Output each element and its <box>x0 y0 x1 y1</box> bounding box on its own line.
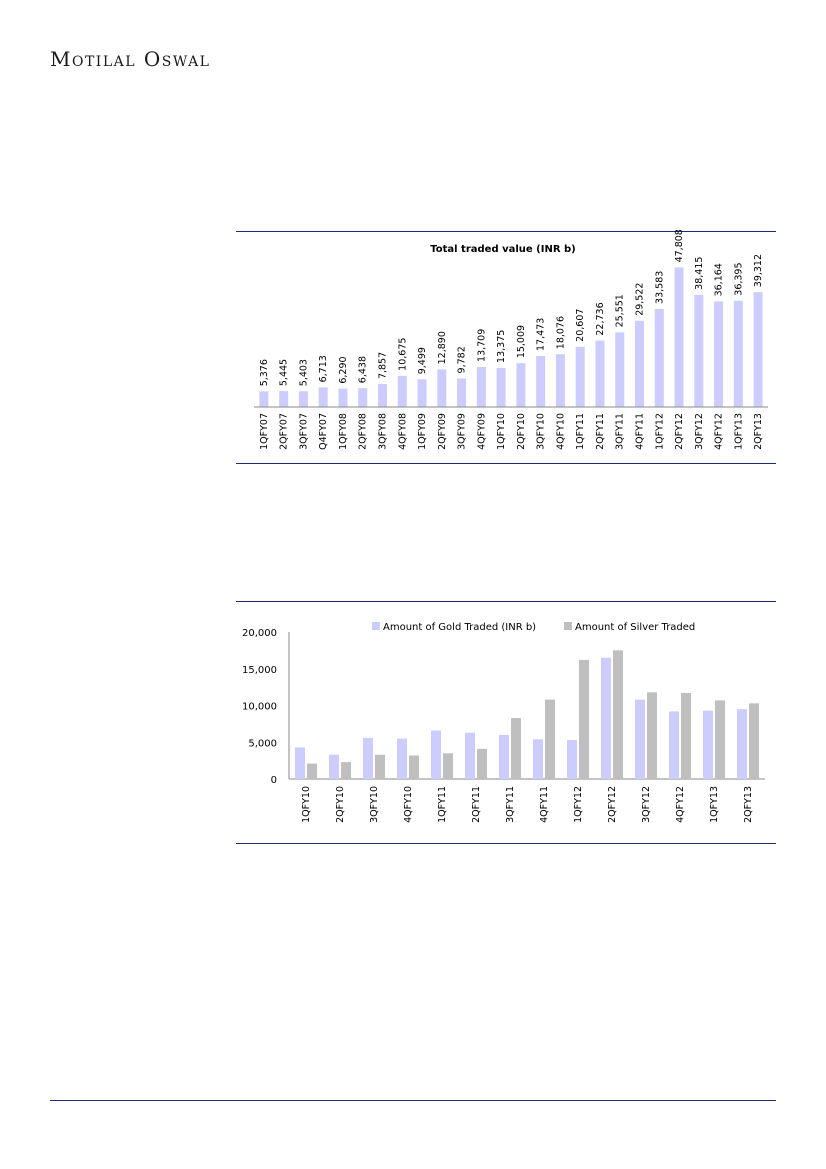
brand-logo: Motilal Oswal <box>50 47 211 71</box>
y-tick-label: 5,000 <box>248 738 277 750</box>
x-tick-label: 2QFY10 <box>335 786 346 823</box>
gold-bar <box>703 711 713 779</box>
data-label: 6,438 <box>357 355 369 384</box>
data-label: 12,890 <box>436 331 448 365</box>
gold-bar <box>295 747 305 779</box>
bar <box>576 347 585 407</box>
data-label: 17,473 <box>535 317 547 351</box>
data-label: 39,312 <box>753 253 765 288</box>
data-label: 13,709 <box>476 328 488 362</box>
x-tick-label: 3QFY08 <box>377 413 389 450</box>
x-tick-label: 1QFY10 <box>301 786 312 823</box>
gold-bar <box>737 709 747 779</box>
data-label: 20,607 <box>575 308 587 342</box>
data-label: 6,713 <box>318 355 330 383</box>
x-tick-label: 4QFY10 <box>555 413 567 450</box>
data-label: 5,445 <box>278 358 290 387</box>
legend-label: Amount of Gold Traded (INR b) <box>383 622 537 633</box>
x-tick-label: 3QFY12 <box>693 413 705 450</box>
footer-rule <box>50 1100 776 1101</box>
silver-bar <box>681 693 691 779</box>
data-label: 36,395 <box>733 262 745 296</box>
bar <box>398 376 407 407</box>
x-tick-label: 2QFY12 <box>674 413 686 450</box>
silver-bar <box>715 700 725 779</box>
silver-bar <box>647 692 657 779</box>
x-tick-label: 2QFY12 <box>607 786 618 823</box>
data-label: 5,403 <box>298 359 310 387</box>
silver-bar <box>307 764 317 779</box>
x-tick-label: 1QFY09 <box>417 413 429 450</box>
gold-bar <box>567 740 577 779</box>
x-tick-label: 1QFY12 <box>654 413 666 450</box>
data-label: 9,782 <box>456 346 468 374</box>
gold-bar <box>397 739 407 779</box>
x-tick-label: 1QFY12 <box>573 786 584 823</box>
x-tick-label: 1QFY08 <box>337 413 349 450</box>
silver-bar <box>409 755 419 779</box>
data-label: 33,583 <box>654 270 666 304</box>
x-tick-label: 1QFY13 <box>709 786 720 823</box>
gold-bar <box>329 755 339 779</box>
bar <box>754 292 763 407</box>
legend-label: Amount of Silver Traded <box>575 622 696 633</box>
x-tick-label: 2QFY09 <box>436 413 448 450</box>
data-label: 25,551 <box>614 294 626 328</box>
bar <box>675 267 684 407</box>
silver-bar <box>579 660 589 779</box>
data-label: 7,857 <box>377 351 389 380</box>
x-tick-label: 2QFY10 <box>515 413 527 450</box>
x-tick-label: 1QFY11 <box>437 786 448 823</box>
data-label: 36,164 <box>713 263 725 297</box>
x-tick-label: 4QFY10 <box>403 786 414 823</box>
y-tick-label: 15,000 <box>242 664 277 676</box>
data-label: 18,076 <box>555 315 567 350</box>
x-tick-label: 1QFY07 <box>258 413 270 450</box>
bar <box>457 378 466 407</box>
data-label: 47,808 <box>674 229 686 263</box>
y-tick-label: 10,000 <box>242 701 277 713</box>
bar <box>259 391 268 407</box>
bar <box>615 332 624 407</box>
bar <box>595 341 604 407</box>
bar <box>734 301 743 407</box>
x-tick-label: 4QFY11 <box>634 413 646 450</box>
x-tick-label: 3QFY09 <box>456 413 468 450</box>
bar <box>338 389 347 407</box>
silver-bar <box>749 703 759 779</box>
gold-bar <box>669 711 679 779</box>
silver-bar <box>341 762 351 779</box>
bar <box>477 367 486 407</box>
bar <box>437 369 446 407</box>
data-label: 10,675 <box>397 337 409 371</box>
bar <box>556 354 565 407</box>
data-label: 9,499 <box>417 347 429 375</box>
x-tick-label: 4QFY12 <box>713 412 725 450</box>
x-tick-label: 3QFY11 <box>614 413 626 450</box>
data-label: 38,415 <box>693 256 705 290</box>
chart-gold-silver-traded <box>236 602 776 844</box>
bar <box>378 384 387 407</box>
y-tick-label: 20,000 <box>242 628 277 639</box>
gold-bar <box>499 735 509 779</box>
x-tick-label: 4QFY12 <box>675 786 686 823</box>
data-label: 22,736 <box>594 302 606 336</box>
gold-bar <box>601 658 611 779</box>
x-tick-label: 3QFY10 <box>369 786 380 823</box>
x-tick-label: 2QFY11 <box>471 786 482 823</box>
gold-bar <box>431 730 441 779</box>
chart-title: Total traded value (INR b) <box>430 244 576 255</box>
silver-bar <box>477 749 487 779</box>
gold-bar <box>363 738 373 779</box>
silver-bar <box>511 718 521 779</box>
bar <box>418 379 427 407</box>
x-tick-label: 4QFY11 <box>539 786 550 823</box>
chart-total-traded-value <box>236 229 776 462</box>
gold-bar <box>533 739 543 779</box>
bar <box>714 301 723 407</box>
chart1-bottom-rule <box>236 463 776 464</box>
data-label: 5,376 <box>258 359 270 387</box>
x-tick-label: 2QFY11 <box>594 413 606 450</box>
bar <box>635 321 644 407</box>
data-label: 6,290 <box>337 356 349 384</box>
x-tick-label: 2QFY13 <box>753 413 765 450</box>
x-tick-label: 1QFY11 <box>575 413 587 450</box>
gold-bar <box>635 700 645 779</box>
silver-bar <box>443 753 453 779</box>
bar <box>299 391 308 407</box>
bar <box>497 368 506 407</box>
bar <box>516 363 525 407</box>
legend-swatch <box>372 622 380 630</box>
x-tick-label: 2QFY13 <box>743 786 754 823</box>
bar <box>358 388 367 407</box>
x-tick-label: 4QFY09 <box>476 413 488 450</box>
x-tick-label: 4QFY08 <box>397 413 409 450</box>
x-tick-label: 3QFY07 <box>298 413 310 450</box>
chart2-bottom-rule <box>236 843 776 844</box>
silver-bar <box>613 650 623 779</box>
bar <box>319 387 328 407</box>
data-label: 13,375 <box>496 329 508 363</box>
bar <box>694 295 703 407</box>
silver-bar <box>375 755 385 779</box>
data-label: 15,009 <box>515 324 527 359</box>
x-tick-label: Q4FY07 <box>318 413 330 450</box>
legend-swatch <box>564 622 572 630</box>
silver-bar <box>545 700 555 779</box>
x-tick-label: 3QFY10 <box>535 413 547 450</box>
y-tick-label: 0 <box>270 775 277 786</box>
x-tick-label: 1QFY10 <box>496 413 508 450</box>
x-tick-label: 3QFY11 <box>505 786 516 823</box>
bar <box>279 391 288 407</box>
data-label: 29,522 <box>634 282 646 316</box>
bar <box>536 356 545 407</box>
bar <box>655 309 664 407</box>
x-tick-label: 2QFY07 <box>278 413 290 450</box>
gold-bar <box>465 733 475 779</box>
x-tick-label: 2QFY08 <box>357 413 369 450</box>
x-tick-label: 1QFY13 <box>733 413 745 450</box>
x-tick-label: 3QFY12 <box>641 786 652 823</box>
